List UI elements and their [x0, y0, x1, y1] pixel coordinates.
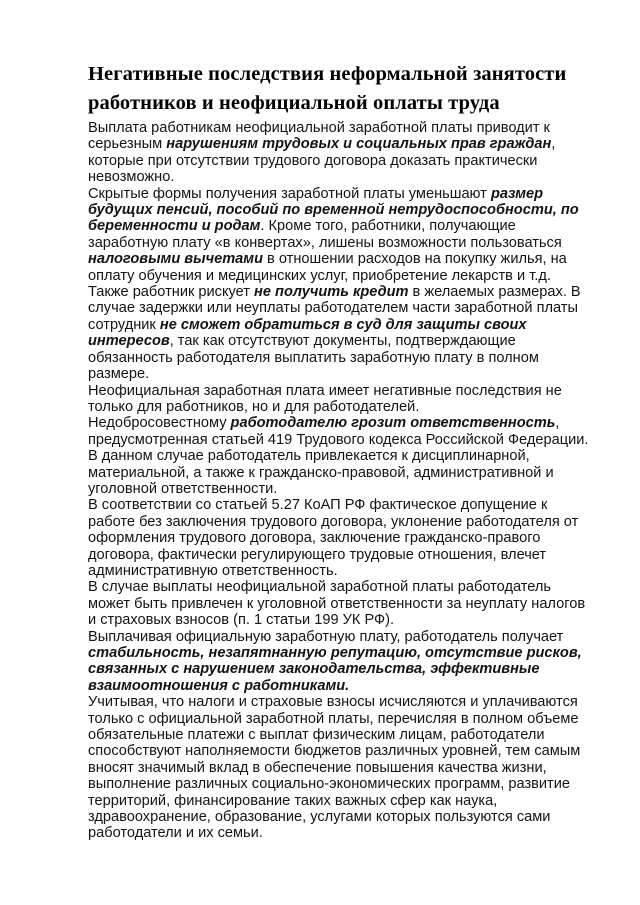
- paragraph: [88, 120, 590, 186]
- document-body: [88, 120, 590, 842]
- emphasis-text: не сможет обратиться в суд для защиты своих интересов: [88, 316, 527, 350]
- text-run: в отношении расходов на покупку жилья, на оплату обучения и медицинских услуг, приобретение лекарств и т.д. Также работник рискует: [88, 251, 567, 301]
- paragraph: [88, 383, 590, 416]
- text-run: Неофициальная заработная плата имеет негативные последствия не только для работников, но и для работодателей.: [88, 382, 562, 415]
- text-run: , предусмотренная статьей 419 Трудового кодекса Российской Федерации. В данном случае работодатель привлекается к дисциплинарной, материальной, а также к гражданско-правовой, административной и уголовной ответственности.: [88, 415, 589, 497]
- text-run: В случае выплаты неофициальной заработной платы работодатель может быть привлечен к уголовной ответственности за неуплату налогов и страховых взносов (п. 1 статьи 199 УК РФ).: [88, 579, 586, 629]
- text-run: Выплачивая официальную заработную плату, работодатель получает: [88, 628, 564, 645]
- paragraph: [88, 186, 590, 383]
- emphasis-text: налоговыми вычетами: [88, 251, 263, 268]
- emphasis-text: нарушениям трудовых и социальных прав граждан: [166, 136, 552, 153]
- paragraph: [88, 579, 590, 628]
- text-run: В соответствии со статьей 5.27 КоАП РФ фактическое допущение к работе без заключения трудового договора, уклонение работодателя от оформления трудового договора, заключение гражданско-правого договора, фактически регулирующего трудовые отношения, влечет административную ответственность.: [88, 497, 579, 579]
- text-run: , так как отсутствуют документы, подтверждающие обязанность работодателя выплатить заработную плату в полном размере.: [88, 333, 539, 383]
- emphasis-text: стабильность, незапятнанную репутацию, отсутствие рисков, связанных с нарушением законодательства, эффективные взаимоотношения с работниками.: [88, 645, 582, 694]
- text-run: Недобросовестному: [88, 415, 231, 432]
- emphasis-text: работодателю грозит ответственность: [230, 415, 556, 432]
- emphasis-text: не получить кредит: [254, 284, 409, 301]
- paragraph: [88, 415, 590, 497]
- emphasis-text: размер будущих пенсий, пособий по временной нетрудоспособности, по беременности и родам: [88, 185, 579, 235]
- paragraph: [88, 497, 590, 579]
- document-title: Негативные последствия неформальной занятости работников и неофициальной оплаты труда: [88, 63, 567, 114]
- text-run: , которые при отсутствии трудового договора доказать практически невозможно.: [88, 136, 556, 186]
- text-run: Учитывая, что налоги и страховые взносы исчисляются и уплачиваются только с официальной заработной платы, перечисляя в полном объеме обязательные платежи с выплат физическим лицам, работодатели способствуют наполняемости бюджетов различных уровней, тем самым вносят значимый вклад в обеспечение повышения качества жизни, выполнение различных социально-экономических программ, развитие территорий, финансирование таких важных сфер как наука, здравоохранение, образование, услугами которых пользуются сами работодатели и их семьи.: [88, 694, 581, 842]
- paragraph: [88, 694, 590, 842]
- text-run: Выплата работникам неофициальной заработной платы приводит к серьезным: [88, 120, 550, 153]
- text-run: . Кроме того, работники, получающие заработную плату «в конвертах», лишены возможности пользоваться: [88, 218, 562, 251]
- text-run: в желаемых размерах. В случае задержки или неуплаты работодателем части заработной платы сотрудник: [88, 284, 581, 333]
- paragraph: [88, 629, 590, 695]
- text-run: Скрытые формы получения заработной платы уменьшают: [88, 185, 491, 202]
- text-page-content: [88, 60, 590, 842]
